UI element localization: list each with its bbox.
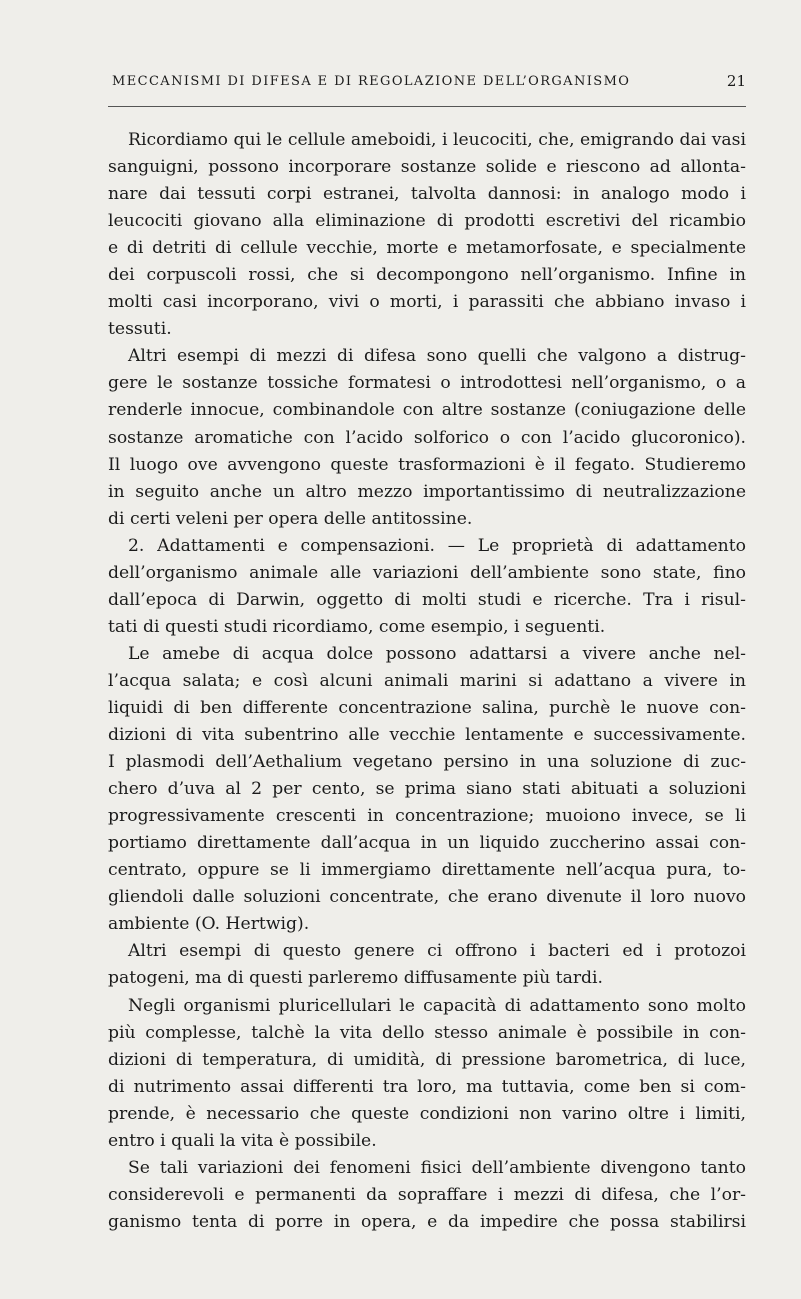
text-line: ganismo tenta di porre in opera, e da impedire che possa stabilirsi: [108, 1211, 746, 1232]
page-number: 21: [726, 72, 746, 90]
text-line: centrato, oppure se li immergiamo direttamente nell’acqua pura, to-: [108, 860, 746, 881]
text-line: ambiente (O. Hertwig).: [108, 914, 310, 935]
text-line: 2. Adattamenti e compensazioni. — Le proprietà di adattamento: [128, 535, 746, 556]
text-line: portiamo direttamente dall’acqua in un liquido zuccherino assai con-: [108, 833, 746, 854]
running-head: [108, 70, 746, 98]
text-line: in seguito anche un altro mezzo importantissimo di neutralizzazione: [108, 481, 746, 502]
text-line: progressivamente crescenti in concentrazione; muoiono invece, se li: [108, 806, 746, 827]
text-line: Se tali variazioni dei fenomeni fisici dell’ambiente divengono tanto: [128, 1157, 746, 1178]
text-line: prende, è necessario che queste condizioni non varino oltre i limiti,: [108, 1103, 746, 1124]
text-line: di nutrimento assai differenti tra loro, ma tuttavia, come ben si com-: [108, 1076, 746, 1097]
text-line: Altri esempi di questo genere ci offrono i bacteri ed i protozoi: [128, 941, 746, 962]
text-line: dell’organismo animale alle variazioni dell’ambiente sono state, fino: [108, 562, 746, 583]
text-line: liquidi di ben differente concentrazione salina, purchè le nuove con-: [108, 697, 746, 718]
text-line: Altri esempi di mezzi di difesa sono quelli che valgono a distrug-: [128, 346, 746, 367]
text-line: tessuti.: [108, 319, 172, 340]
book-page: [108, 70, 746, 1236]
text-line: nare dai tessuti corpi estranei, talvolta dannosi: in analogo modo i: [108, 184, 746, 205]
text-line: molti casi incorporano, vivi o morti, i parassiti che abbiano invaso i: [108, 292, 746, 313]
text-line: Il luogo ove avvengono queste trasformazioni è il fegato. Studieremo: [108, 454, 746, 475]
body-text: [108, 127, 746, 1236]
text-line: più complesse, talchè la vita dello stesso animale è possibile in con-: [108, 1022, 746, 1043]
text-line: di certi veleni per opera delle antitossine.: [108, 508, 473, 529]
text-line: I plasmodi dell’Aethalium vegetano persino in una soluzione di zuc-: [108, 752, 746, 773]
text-line: renderle innocue, combinandole con altre sostanze (coniugazione delle: [108, 400, 746, 421]
header-rule: [108, 106, 746, 107]
text-line: patogeni, ma di questi parleremo diffusamente più tardi.: [108, 968, 603, 989]
text-line: gere le sostanze tossiche formatesi o introdottesi nell’organismo, o a: [108, 373, 746, 394]
text-line: sostanze aromatiche con l’acido solforico o con l’acido glucoronico).: [108, 427, 746, 448]
text-line: Negli organismi pluricellulari le capacità di adattamento sono molto: [128, 995, 746, 1016]
text-line: gliendoli dalle soluzioni concentrate, che erano divenute il loro nuovo: [108, 887, 746, 908]
text-line: dizioni di vita subentrino alle vecchie lentamente e successivamente.: [108, 725, 746, 746]
text-line: dall’epoca di Darwin, oggetto di molti studi e ricerche. Tra i risul-: [108, 589, 746, 610]
text-line: considerevoli e permanenti da sopraffare i mezzi di difesa, che l’or-: [108, 1184, 746, 1205]
running-head-title: MECCANISMI DI DIFESA E DI REGOLAZIONE DELL’ORGANISMO: [112, 74, 631, 89]
text-line: l’acqua salata; e così alcuni animali marini si adattano a vivere in: [108, 670, 746, 691]
text-line: entro i quali la vita è possibile.: [108, 1130, 377, 1151]
text-line: dizioni di temperatura, di umidità, di pressione barometrica, di luce,: [108, 1049, 746, 1070]
text-line: Le amebe di acqua dolce possono adattarsi a vivere anche nel-: [128, 643, 746, 664]
text-line: tati di questi studi ricordiamo, come esempio, i seguenti.: [108, 616, 606, 637]
text-line: dei corpuscoli rossi, che si decompongono nell’organismo. Infine in: [108, 265, 746, 286]
text-line: sanguigni, possono incorporare sostanze solide e riescono ad allonta-: [108, 157, 746, 178]
text-line: e di detriti di cellule vecchie, morte e metamorfosate, e specialmente: [108, 238, 746, 259]
text-line: leucociti giovano alla eliminazione di prodotti escretivi del ricambio: [108, 211, 746, 232]
text-line: Ricordiamo qui le cellule ameboidi, i leucociti, che, emigrando dai vasi: [128, 130, 746, 150]
text-line: chero d’uva al 2 per cento, se prima siano stati abituati a soluzioni: [108, 779, 746, 800]
